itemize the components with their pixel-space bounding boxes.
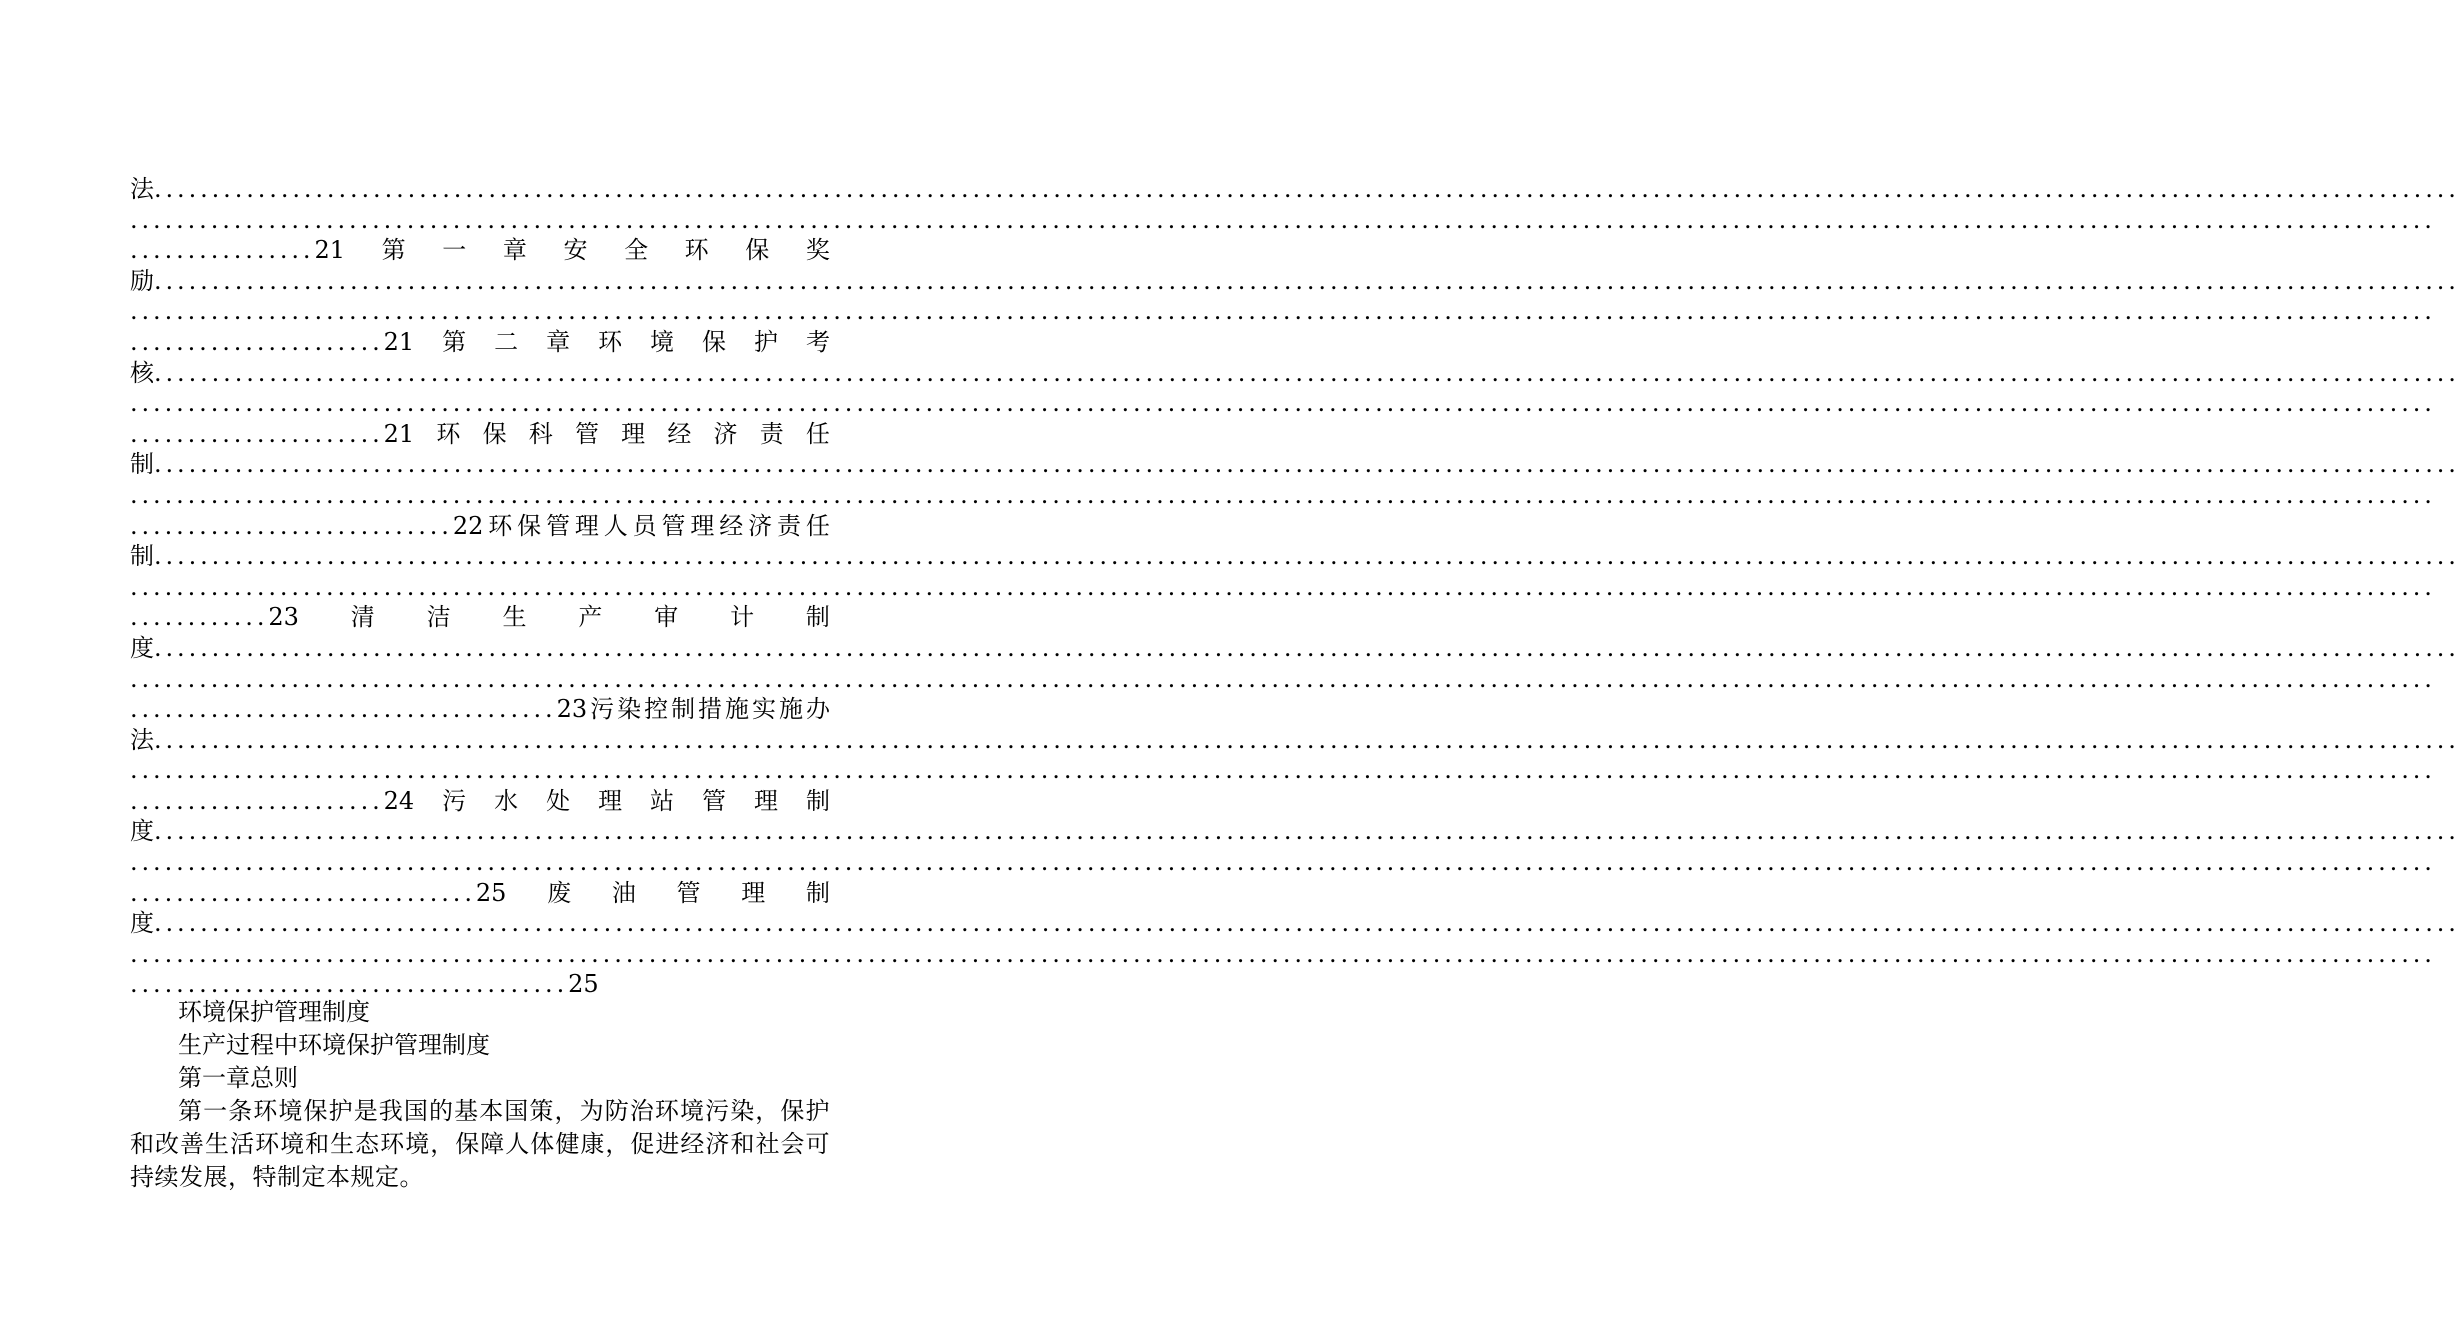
toc-entry-page-line (130, 327, 830, 358)
toc-title-char: 理 (741, 878, 766, 907)
dot-leader: ........................................................................................................................................................................................................ (154, 817, 2460, 846)
toc-page-number: 21 (383, 419, 415, 448)
toc-title-char: 保 (517, 511, 542, 540)
toc-title-char: 保 (702, 327, 726, 356)
toc-title-char: 员 (632, 511, 657, 540)
toc-entry-head-line (130, 633, 2460, 664)
toc-title-char: 境 (650, 327, 675, 356)
dot-leader-line: ........................................................................................................................................................................................................ (130, 572, 2436, 601)
toc-page-number: 21 (383, 327, 415, 356)
toc-entry-page-line (130, 235, 830, 266)
toc-title-char: 洁 (426, 603, 451, 632)
toc-entry-head: 度 (130, 909, 154, 938)
toc-title-char: 理 (621, 419, 646, 448)
document-title: 环境保护管理制度 (178, 998, 370, 1026)
toc-entry-page-line (130, 694, 830, 725)
toc-title-char: 环 (684, 236, 709, 265)
toc-title-char: 理 (598, 786, 623, 815)
toc-title-char: 水 (494, 786, 519, 815)
toc-title-char: 理 (753, 786, 778, 815)
dot-leader-line: ........................................................................................................................................................................................................ (130, 848, 2436, 877)
toc-title-char: 制 (671, 695, 696, 724)
dot-leader-line: ........................................................................................................................................................................................................ (130, 297, 2436, 326)
toc-entry-head-line (130, 358, 2460, 389)
article-paragraph: 第一条环境保护是我国的基本国策，为防治环境污染，保护和改善生活环境和生态环境，保障人体健康，促进经济和社会可持续发展，特制定本规定。 (130, 1097, 830, 1191)
toc-title-char: 办 (805, 695, 830, 724)
toc-title-char: 环 (436, 419, 461, 448)
toc-page-number: 21 (314, 236, 346, 265)
toc-entry-page-line (130, 878, 830, 909)
dot-leader: .............................. (130, 878, 476, 907)
dot-leader: ........................................................................................................................................................................................................ (154, 542, 2460, 571)
toc-entry-head-line (130, 725, 2460, 756)
toc-title-char: 理 (574, 511, 599, 540)
toc-title-char: 污 (442, 786, 467, 815)
dot-leader-line: ........................................................................................................................................................................................................ (130, 756, 2436, 785)
toc-title-char: 保 (745, 236, 770, 265)
toc-entry-head: 核 (130, 358, 154, 387)
document-body (130, 996, 830, 1194)
dot-leader: ........................................................................................................................................................................................................ (154, 909, 2460, 938)
toc-title-char: 管 (574, 419, 599, 448)
toc-title-char: 任 (805, 419, 830, 448)
toc-title-char: 环 (488, 511, 513, 540)
toc-entry-head: 度 (130, 633, 154, 662)
toc-title-char: 产 (578, 603, 603, 632)
dot-leader-line: ........................................................................................................................................................................................................ (130, 389, 2436, 418)
toc-title-char: 环 (598, 327, 623, 356)
toc-title-char: 科 (528, 419, 553, 448)
dot-leader: ...................................... (130, 970, 569, 999)
dot-leader: ........................................................................................................................................................................................................ (154, 266, 2460, 295)
toc-title-char: 济 (748, 511, 773, 540)
toc-title-char: 污 (590, 695, 615, 724)
document-subtitle: 生产过程中环境保护管理制度 (178, 1031, 490, 1059)
dot-leader-line: ........................................................................................................................................................................................................ (130, 664, 2436, 693)
toc-title-char: 保 (482, 419, 507, 448)
toc-title-char: 审 (654, 603, 679, 632)
dot-leader: ........................................................................................................................................................................................................ (154, 358, 2460, 387)
toc-title-char: 第 (442, 327, 467, 356)
toc-entry-head-line (130, 449, 2460, 480)
toc-title-char: 管 (661, 511, 686, 540)
dot-leader: ........................................................................................................................................................................................................ (154, 725, 2460, 754)
toc-title-char: 染 (617, 695, 642, 724)
toc-title-char: 管 (676, 878, 701, 907)
toc-page-number: 23 (556, 695, 588, 724)
toc-title-char: 生 (502, 603, 527, 632)
toc-entry-head: 度 (130, 817, 154, 846)
toc-title-char: 清 (350, 603, 375, 632)
toc-entry-head: 制 (130, 542, 154, 571)
toc-title-char: 一 (442, 236, 467, 265)
table-of-contents (130, 174, 2460, 1000)
toc-page-number: 23 (268, 603, 299, 632)
toc-title-char: 制 (805, 786, 830, 815)
dot-leader: ........................................................................................................................................................................................................ (154, 633, 2460, 662)
toc-title-char: 施 (779, 695, 803, 724)
toc-title-char: 处 (546, 786, 571, 815)
dot-leader: ............................ (130, 511, 453, 540)
toc-title-char: 第 (381, 236, 406, 265)
dot-leader: ...................... (130, 786, 384, 815)
toc-entry-page-line (130, 602, 830, 633)
dot-leader: ............ (130, 603, 269, 632)
dot-leader-line: ........................................................................................................................................................................................................ (130, 939, 2436, 968)
toc-entry-head-line (130, 908, 2460, 939)
toc-title-char: 责 (776, 511, 801, 540)
toc-entry-page-line (130, 786, 830, 817)
dot-leader-line: ........................................................................................................................................................................................................ (130, 480, 2436, 509)
toc-entry-head-line (130, 816, 2460, 847)
toc-title-char: 全 (624, 236, 649, 265)
toc-page-number: 22 (452, 511, 484, 540)
toc-title-char: 责 (759, 419, 784, 448)
toc-title-char: 理 (690, 511, 715, 540)
toc-title-char: 油 (611, 878, 636, 907)
toc-title-char: 护 (753, 327, 778, 356)
toc-entry-head-line (130, 174, 2460, 205)
dot-leader: ..................................... (130, 695, 557, 724)
toc-entry-head: 励 (130, 266, 154, 295)
dot-leader: ........................................................................................................................................................................................................ (154, 450, 2460, 479)
toc-title-char: 二 (494, 327, 519, 356)
toc-entry-head-line (130, 266, 2460, 297)
toc-entry-head: 法 (130, 175, 154, 203)
toc-entry-head-line (130, 541, 2460, 572)
toc-title-char: 经 (667, 419, 692, 448)
chapter-heading: 第一章总则 (178, 1064, 298, 1092)
toc-title-char: 废 (547, 878, 572, 907)
dot-leader: ...................... (130, 327, 384, 356)
toc-title-char: 站 (650, 786, 675, 815)
toc-entry-page-line (130, 419, 830, 450)
toc-title-char: 经 (719, 511, 744, 540)
toc-title-char: 章 (502, 236, 527, 265)
toc-title-char: 考 (805, 327, 830, 356)
dot-leader-line: ........................................................................................................................................................................................................ (130, 205, 2436, 234)
toc-entry-head: 制 (130, 450, 154, 479)
toc-title-char: 措 (698, 695, 723, 724)
toc-entry-head: 法 (130, 725, 154, 754)
toc-title-char: 章 (546, 327, 571, 356)
toc-title-char: 管 (702, 786, 726, 815)
toc-title-char: 实 (752, 695, 777, 724)
toc-title-char: 任 (805, 511, 830, 540)
toc-title-char: 人 (603, 511, 628, 540)
toc-title-char: 安 (563, 236, 588, 265)
toc-title-char: 管 (545, 511, 570, 540)
toc-page-number: 24 (383, 786, 415, 815)
toc-title-char: 计 (730, 603, 755, 632)
toc-page-number: 25 (475, 878, 507, 907)
toc-title-char: 制 (805, 878, 830, 907)
toc-title-char: 控 (644, 695, 669, 724)
toc-title-char: 施 (725, 695, 750, 724)
toc-title-char: 制 (805, 603, 830, 632)
dot-leader: ........................................................................................................................................................................................................ (154, 175, 2460, 203)
toc-entry-page-line (130, 511, 830, 542)
toc-page-number: 25 (568, 970, 599, 999)
toc-title-char: 济 (713, 419, 738, 448)
dot-leader: ................ (130, 236, 315, 265)
dot-leader: ...................... (130, 419, 384, 448)
toc-title-char: 奖 (805, 236, 830, 265)
